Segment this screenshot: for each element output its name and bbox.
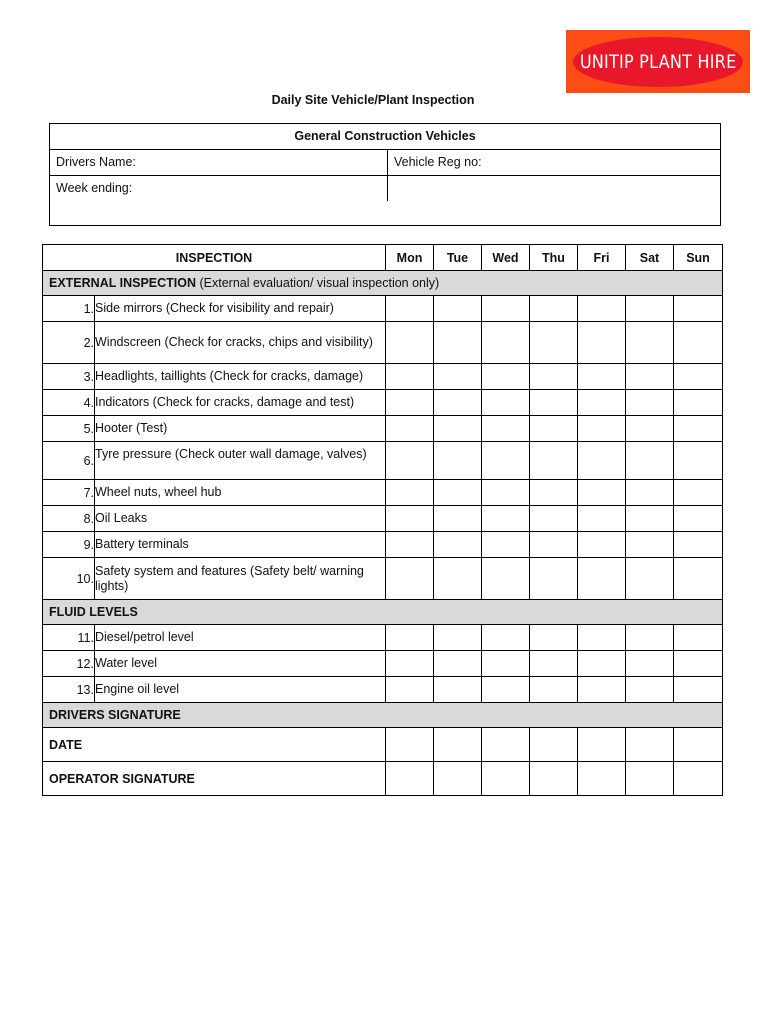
item-number: 11. <box>43 625 95 651</box>
check-cell[interactable] <box>386 677 434 703</box>
check-cell[interactable] <box>386 651 434 677</box>
check-cell[interactable] <box>674 390 723 416</box>
item-number: 12. <box>43 651 95 677</box>
check-cell[interactable] <box>578 506 626 532</box>
table-row <box>43 322 723 364</box>
check-cell[interactable] <box>626 416 674 442</box>
item-number: 7. <box>43 480 95 506</box>
table-row <box>43 390 723 416</box>
item-number: 8. <box>43 506 95 532</box>
check-cell[interactable] <box>434 390 482 416</box>
check-cell[interactable] <box>626 506 674 532</box>
header-inspection: INSPECTION <box>43 245 386 271</box>
check-cell[interactable] <box>578 442 626 480</box>
check-cell[interactable] <box>530 416 578 442</box>
check-cell[interactable] <box>434 296 482 322</box>
check-cell[interactable] <box>434 651 482 677</box>
check-cell[interactable] <box>578 390 626 416</box>
check-cell[interactable] <box>578 322 626 364</box>
check-cell[interactable] <box>578 364 626 390</box>
item-description: Battery terminals <box>95 532 386 558</box>
check-cell[interactable] <box>674 322 723 364</box>
section-external-note: (External evaluation/ visual inspection only) <box>196 276 440 290</box>
section-drivers-signature <box>43 703 723 728</box>
check-cell[interactable] <box>674 480 723 506</box>
section-external-heading: EXTERNAL INSPECTION <box>49 276 197 290</box>
check-cell[interactable] <box>674 416 723 442</box>
header-mon: Mon <box>386 245 434 271</box>
company-logo <box>566 30 750 93</box>
item-number: 10. <box>43 558 95 600</box>
check-cell[interactable] <box>386 480 434 506</box>
check-cell[interactable] <box>434 416 482 442</box>
item-description: Diesel/petrol level <box>95 625 386 651</box>
check-cell[interactable] <box>482 364 530 390</box>
signature-cell[interactable] <box>674 762 723 796</box>
check-cell[interactable] <box>386 532 434 558</box>
check-cell[interactable] <box>674 364 723 390</box>
signature-cell[interactable] <box>434 762 482 796</box>
logo-oval <box>573 37 743 87</box>
vehicle-reg-label: Vehicle Reg no: <box>394 155 482 169</box>
table-row <box>43 506 723 532</box>
date-cell[interactable] <box>674 728 723 762</box>
check-cell[interactable] <box>530 506 578 532</box>
check-cell[interactable] <box>386 296 434 322</box>
check-cell[interactable] <box>386 390 434 416</box>
item-number: 3. <box>43 364 95 390</box>
table-row <box>43 480 723 506</box>
date-cell[interactable] <box>434 728 482 762</box>
check-cell[interactable] <box>434 480 482 506</box>
check-cell[interactable] <box>530 558 578 600</box>
check-cell[interactable] <box>578 625 626 651</box>
logo-text: UNITIP PLANT HIRE <box>579 50 737 73</box>
check-cell[interactable] <box>674 677 723 703</box>
item-number: 5. <box>43 416 95 442</box>
check-cell[interactable] <box>386 625 434 651</box>
header-sun: Sun <box>674 245 723 271</box>
check-cell[interactable] <box>530 651 578 677</box>
check-cell[interactable] <box>674 532 723 558</box>
check-cell[interactable] <box>626 322 674 364</box>
info-row-divider <box>50 175 720 176</box>
check-cell[interactable] <box>578 677 626 703</box>
check-cell[interactable] <box>482 558 530 600</box>
signature-cell[interactable] <box>482 762 530 796</box>
signature-cell[interactable] <box>578 762 626 796</box>
date-cell[interactable] <box>626 728 674 762</box>
table-row <box>43 416 723 442</box>
item-description: Wheel nuts, wheel hub <box>95 480 386 506</box>
check-cell[interactable] <box>482 480 530 506</box>
item-number: 4. <box>43 390 95 416</box>
check-cell[interactable] <box>482 416 530 442</box>
operator-signature-label: OPERATOR SIGNATURE <box>43 762 386 796</box>
check-cell[interactable] <box>434 625 482 651</box>
table-row <box>43 532 723 558</box>
check-cell[interactable] <box>626 651 674 677</box>
section-fluid <box>43 600 723 625</box>
check-cell[interactable] <box>626 532 674 558</box>
check-cell[interactable] <box>482 296 530 322</box>
check-cell[interactable] <box>578 558 626 600</box>
week-ending-label: Week ending: <box>56 181 133 195</box>
check-cell[interactable] <box>674 296 723 322</box>
check-cell[interactable] <box>482 677 530 703</box>
check-cell[interactable] <box>482 322 530 364</box>
check-cell[interactable] <box>578 296 626 322</box>
document-title: Daily Site Vehicle/Plant Inspection <box>271 93 475 107</box>
table-row <box>43 625 723 651</box>
check-cell[interactable] <box>578 480 626 506</box>
item-description: Windscreen (Check for cracks, chips and visibility) <box>95 322 386 364</box>
check-cell[interactable] <box>434 364 482 390</box>
item-description: Hooter (Test) <box>95 416 386 442</box>
check-cell[interactable] <box>434 442 482 480</box>
check-cell[interactable] <box>434 677 482 703</box>
check-cell[interactable] <box>386 416 434 442</box>
item-description: Tyre pressure (Check outer wall damage, valves) <box>95 442 386 480</box>
drivers-signature-label: DRIVERS SIGNATURE <box>43 703 723 728</box>
check-cell[interactable] <box>482 625 530 651</box>
check-cell[interactable] <box>386 364 434 390</box>
check-cell[interactable] <box>626 442 674 480</box>
check-cell[interactable] <box>482 651 530 677</box>
check-cell[interactable] <box>530 322 578 364</box>
section-external-title <box>43 271 723 296</box>
check-cell[interactable] <box>578 532 626 558</box>
check-cell[interactable] <box>386 322 434 364</box>
check-cell[interactable] <box>626 296 674 322</box>
item-description: Water level <box>95 651 386 677</box>
info-header: General Construction Vehicles <box>50 124 720 150</box>
header-wed: Wed <box>482 245 530 271</box>
check-cell[interactable] <box>434 558 482 600</box>
item-number: 13. <box>43 677 95 703</box>
item-number: 6. <box>43 442 95 480</box>
header-tue: Tue <box>434 245 482 271</box>
date-label: DATE <box>43 728 386 762</box>
date-cell[interactable] <box>578 728 626 762</box>
signature-cell[interactable] <box>626 762 674 796</box>
check-cell[interactable] <box>530 364 578 390</box>
check-cell[interactable] <box>530 390 578 416</box>
inspection-table <box>42 244 723 796</box>
check-cell[interactable] <box>626 558 674 600</box>
date-cell[interactable] <box>530 728 578 762</box>
check-cell[interactable] <box>674 625 723 651</box>
item-description: Oil Leaks <box>95 506 386 532</box>
date-cell[interactable] <box>386 728 434 762</box>
check-cell[interactable] <box>626 677 674 703</box>
item-description: Side mirrors (Check for visibility and repair) <box>95 296 386 322</box>
section-fluid-title: FLUID LEVELS <box>43 600 723 625</box>
signature-cell[interactable] <box>386 762 434 796</box>
table-row <box>43 677 723 703</box>
header-fri: Fri <box>578 245 626 271</box>
check-cell[interactable] <box>674 442 723 480</box>
check-cell[interactable] <box>626 364 674 390</box>
check-cell[interactable] <box>482 442 530 480</box>
check-cell[interactable] <box>626 480 674 506</box>
check-cell[interactable] <box>530 442 578 480</box>
date-row <box>43 728 723 762</box>
table-row <box>43 296 723 322</box>
drivers-name-label: Drivers Name: <box>56 155 136 169</box>
check-cell[interactable] <box>530 296 578 322</box>
check-cell[interactable] <box>482 390 530 416</box>
check-cell[interactable] <box>386 506 434 532</box>
table-header-row <box>43 245 723 271</box>
item-description: Safety system and features (Safety belt/ warning lights) <box>95 558 386 600</box>
item-number: 9. <box>43 532 95 558</box>
vehicle-info-box <box>49 123 721 226</box>
check-cell[interactable] <box>626 390 674 416</box>
check-cell[interactable] <box>434 506 482 532</box>
check-cell[interactable] <box>530 625 578 651</box>
check-cell[interactable] <box>626 625 674 651</box>
check-cell[interactable] <box>530 532 578 558</box>
check-cell[interactable] <box>674 651 723 677</box>
date-cell[interactable] <box>482 728 530 762</box>
check-cell[interactable] <box>578 651 626 677</box>
check-cell[interactable] <box>434 532 482 558</box>
signature-cell[interactable] <box>530 762 578 796</box>
item-description: Indicators (Check for cracks, damage and test) <box>95 390 386 416</box>
check-cell[interactable] <box>530 480 578 506</box>
table-row <box>43 364 723 390</box>
header-thu: Thu <box>530 245 578 271</box>
header-sat: Sat <box>626 245 674 271</box>
check-cell[interactable] <box>482 532 530 558</box>
item-number: 1. <box>43 296 95 322</box>
item-description: Headlights, taillights (Check for cracks, damage) <box>95 364 386 390</box>
check-cell[interactable] <box>434 322 482 364</box>
table-row <box>43 442 723 480</box>
check-cell[interactable] <box>674 506 723 532</box>
check-cell[interactable] <box>530 677 578 703</box>
check-cell[interactable] <box>578 416 626 442</box>
check-cell[interactable] <box>674 558 723 600</box>
check-cell[interactable] <box>386 558 434 600</box>
section-external <box>43 271 723 296</box>
check-cell[interactable] <box>482 506 530 532</box>
check-cell[interactable] <box>386 442 434 480</box>
item-description: Engine oil level <box>95 677 386 703</box>
item-number: 2. <box>43 322 95 364</box>
operator-signature-row <box>43 762 723 796</box>
table-row <box>43 651 723 677</box>
table-row <box>43 558 723 600</box>
